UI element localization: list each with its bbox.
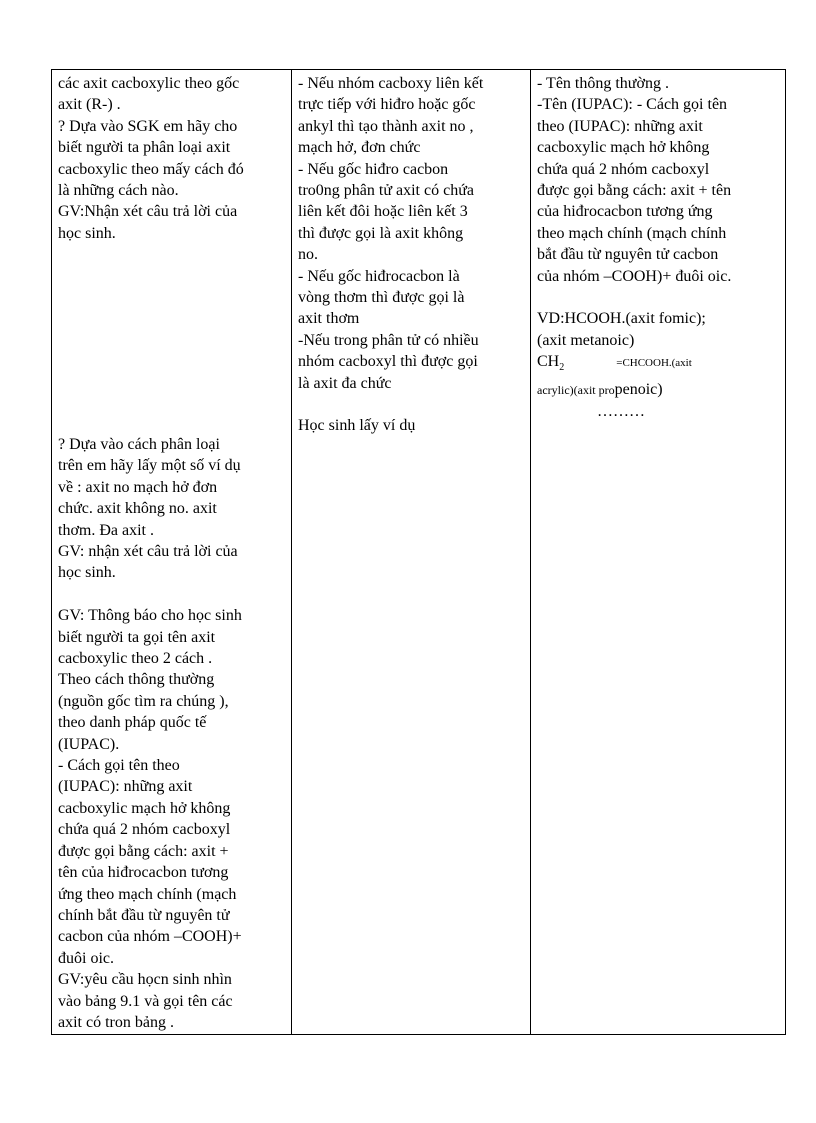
- column2-line: axit thơm: [298, 310, 360, 328]
- column3-text-block: [537, 73, 779, 351]
- formula-line: [537, 351, 779, 378]
- column1-bottom-line: chính bắt đầu từ nguyên tử: [58, 906, 230, 924]
- column1-top-line: GV:Nhận xét câu trả lời của: [58, 203, 238, 221]
- column3-line: theo (IUPAC): những axit: [537, 117, 703, 135]
- column1-bottom-line: GV: nhận xét câu trả lời của: [58, 543, 238, 561]
- column1-top-line: ? Dựa vào SGK em hãy cho: [58, 117, 238, 135]
- column2-line: là axit đa chức: [298, 374, 392, 392]
- column2-line: ankyl thì tạo thành axit no ,: [298, 117, 474, 135]
- column1-bottom-line: chứa quá 2 nhóm cacboxyl: [58, 821, 231, 839]
- column1-bottom-line: (nguồn gốc tìm ra chúng ),: [58, 692, 229, 710]
- column1-bottom-line: vào bảng 9.1 và gọi tên các: [58, 992, 233, 1010]
- column3-line: bắt đầu từ nguyên tử cacbon: [537, 246, 719, 264]
- column1-bottom-line: Theo cách thông thường: [58, 671, 215, 689]
- column1-bottom-line: (IUPAC): những axit: [58, 778, 193, 796]
- column1-bottom-line: trên em hãy lấy một số ví dụ: [58, 457, 241, 475]
- column3-line: [537, 287, 779, 308]
- ellipsis-line: [537, 401, 779, 422]
- column3-line: -Tên (IUPAC): - Cách gọi tên: [537, 96, 728, 114]
- column2-line: [298, 394, 525, 415]
- column1-bottom-line: tên của hiđrocacbon tương: [58, 864, 229, 882]
- column3-line: VD:HCOOH.(axit fomic);: [537, 310, 706, 328]
- column3-line: chứa quá 2 nhóm cacboxyl: [537, 160, 710, 178]
- column2-line: nhóm cacboxyl thì được gọi: [298, 353, 478, 371]
- column2-line: - Nếu gốc hiđrocacbon là: [298, 267, 460, 285]
- column2-line: no.: [298, 246, 318, 264]
- column2-line: mạch hở, đơn chức: [298, 139, 421, 157]
- content-table: [51, 69, 786, 1035]
- column1-top-line: học sinh.: [58, 224, 116, 242]
- column1-top-line: các axit cacboxylic theo gốc: [58, 75, 240, 92]
- column1-bottom-line: axit có tron bảng .: [58, 1013, 174, 1031]
- column3-line: (axit metanoic): [537, 331, 635, 349]
- column1-bottom-line: đuôi oic.: [58, 949, 114, 967]
- column1-bottom-line: [58, 584, 242, 605]
- column1-bottom-line: học sinh.: [58, 564, 116, 582]
- formula-ch: CH: [537, 353, 560, 371]
- column2-line: trực tiếp với hiđro hoặc gốc: [298, 96, 476, 114]
- column1-top-block: [58, 73, 244, 244]
- column1-bottom-line: cacboxylic theo 2 cách .: [58, 650, 213, 668]
- student-activity-column: [292, 70, 531, 1034]
- column2-line: -Nếu trong phân tử có nhiều: [298, 331, 479, 349]
- column1-bottom-line: biết người ta gọi tên axit: [58, 628, 216, 646]
- column1-bottom-line: (IUPAC).: [58, 735, 120, 753]
- column1-bottom-line: cacboxylic mạch hở không: [58, 799, 231, 817]
- content-column: [531, 70, 785, 1034]
- column1-bottom-line: ứng theo mạch chính (mạch: [58, 885, 237, 903]
- column1-bottom-block: [58, 434, 242, 1033]
- column2-line: - Nếu gốc hiđro cacbon: [298, 160, 449, 178]
- formula-subscript: 2: [559, 362, 565, 374]
- column1-top-line: biết người ta phân loại axit: [58, 139, 231, 157]
- column1-top-line: cacboxylic theo mấy cách đó: [58, 160, 244, 178]
- column1-bottom-line: theo danh pháp quốc tế: [58, 714, 207, 732]
- column3-line: được gọi bằng cách: axit + tên: [537, 182, 732, 200]
- column3-line: theo mạch chính (mạch chính: [537, 224, 727, 242]
- column3-line: cacboxylic mạch hở không: [537, 139, 710, 157]
- column2-line: tro0ng phân tử axit có chứa: [298, 182, 474, 200]
- formula-line2-small: acrylic)(axit pro: [537, 382, 615, 397]
- column1-bottom-line: GV: Thông báo cho học sinh: [58, 607, 242, 625]
- formula-line-2: [537, 379, 779, 401]
- column1-bottom-line: cacbon của nhóm –COOH)+: [58, 928, 242, 946]
- column3-line: của hiđrocacbon tương ứng: [537, 203, 713, 221]
- column2-line: thì được gọi là axit không: [298, 224, 464, 242]
- formula-line2-big: penoic): [614, 380, 663, 398]
- formula-rest: =CHCOOH.(axit: [616, 357, 692, 370]
- column1-top-line: axit (R-) .: [58, 96, 121, 114]
- teacher-activity-column: [52, 70, 292, 1034]
- column1-bottom-line: thơm. Đa axit .: [58, 521, 154, 539]
- column1-bottom-line: GV:yêu cầu họcn sinh nhìn: [58, 971, 232, 989]
- column3-line: - Tên thông thường .: [537, 75, 669, 92]
- column2-line: Học sinh lấy ví dụ: [298, 417, 416, 435]
- column1-top-line: là những cách nào.: [58, 182, 179, 200]
- column2-line: vòng thơm thì được gọi là: [298, 289, 465, 307]
- column1-bottom-line: - Cách gọi tên theo: [58, 757, 180, 775]
- column3-line: của nhóm –COOH)+ đuôi oic.: [537, 267, 732, 285]
- column2-line: - Nếu nhóm cacboxy liên kết: [298, 75, 484, 92]
- column1-bottom-line: ? Dựa vào cách phân loại: [58, 436, 220, 453]
- column1-bottom-line: về : axit no mạch hở đơn: [58, 478, 218, 496]
- ellipsis-dots: ………: [597, 403, 645, 421]
- column1-bottom-line: được gọi bằng cách: axit +: [58, 842, 229, 860]
- column1-bottom-line: chức. axit không no. axit: [58, 500, 217, 518]
- column2-line: liên kết đôi hoặc liên kết 3: [298, 203, 468, 221]
